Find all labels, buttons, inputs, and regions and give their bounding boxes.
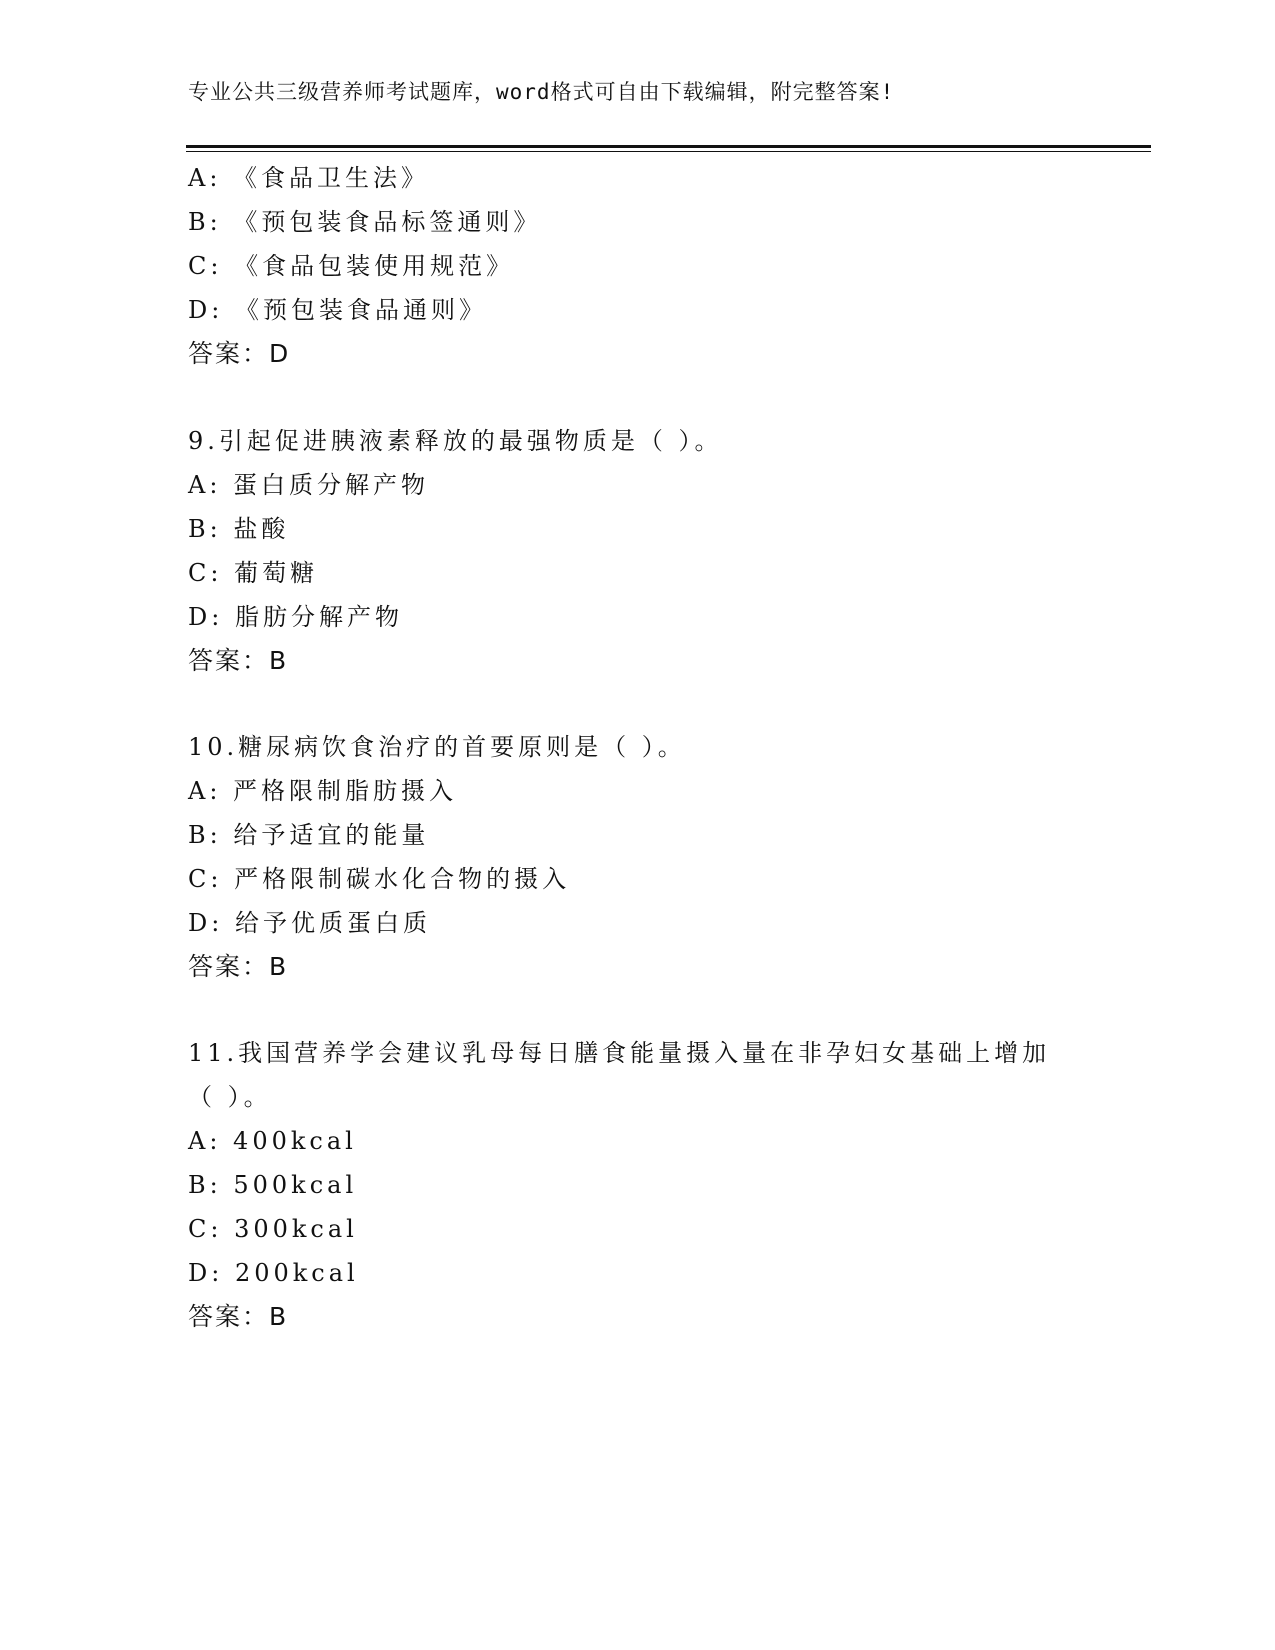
q10-option-a: A: 严格限制脂肪摄入: [188, 777, 458, 805]
header-rule-thin: [186, 151, 1151, 152]
q11-option-c: C: 300kcal: [188, 1215, 358, 1243]
q11-answer: 答案：B: [188, 1302, 289, 1331]
q11-option-d: D: 200kcal: [188, 1259, 359, 1287]
q10-option-b: B: 给予适宜的能量: [188, 821, 430, 849]
q11-stem-continuation: （ ）。: [188, 1083, 272, 1111]
q9-stem: 9.引起促进胰液素释放的最强物质是（ ）。: [188, 427, 723, 455]
q8-option-d: D: 《预包装食品通则》: [188, 296, 487, 324]
header-rule-thick: [186, 145, 1151, 148]
page-header: 专业公共三级营养师考试题库，word格式可自由下载编辑，附完整答案!: [188, 80, 895, 104]
q11-option-a: A: 400kcal: [188, 1127, 357, 1155]
q8-answer: 答案：D: [188, 339, 291, 368]
q8-option-b: B: 《预包装食品标签通则》: [188, 208, 542, 236]
q11-option-b: B: 500kcal: [188, 1171, 358, 1199]
q9-answer: 答案：B: [188, 646, 289, 675]
q10-stem: 10.糖尿病饮食治疗的首要原则是（ ）。: [188, 733, 686, 761]
q9-option-d: D: 脂肪分解产物: [188, 603, 403, 631]
q9-option-a: A: 蛋白质分解产物: [188, 471, 430, 499]
q10-option-d: D: 给予优质蛋白质: [188, 909, 431, 937]
q10-answer: 答案：B: [188, 952, 289, 981]
q9-option-c: C: 葡萄糖: [188, 559, 319, 587]
q8-option-c: C: 《食品包装使用规范》: [188, 252, 515, 280]
q11-stem: 11.我国营养学会建议乳母每日膳食能量摄入量在非孕妇女基础上增加: [188, 1039, 1051, 1067]
q8-option-a: A: 《食品卫生法》: [188, 164, 430, 192]
q9-option-b: B: 盐酸: [188, 515, 290, 543]
q10-option-c: C: 严格限制碳水化合物的摄入: [188, 865, 571, 893]
